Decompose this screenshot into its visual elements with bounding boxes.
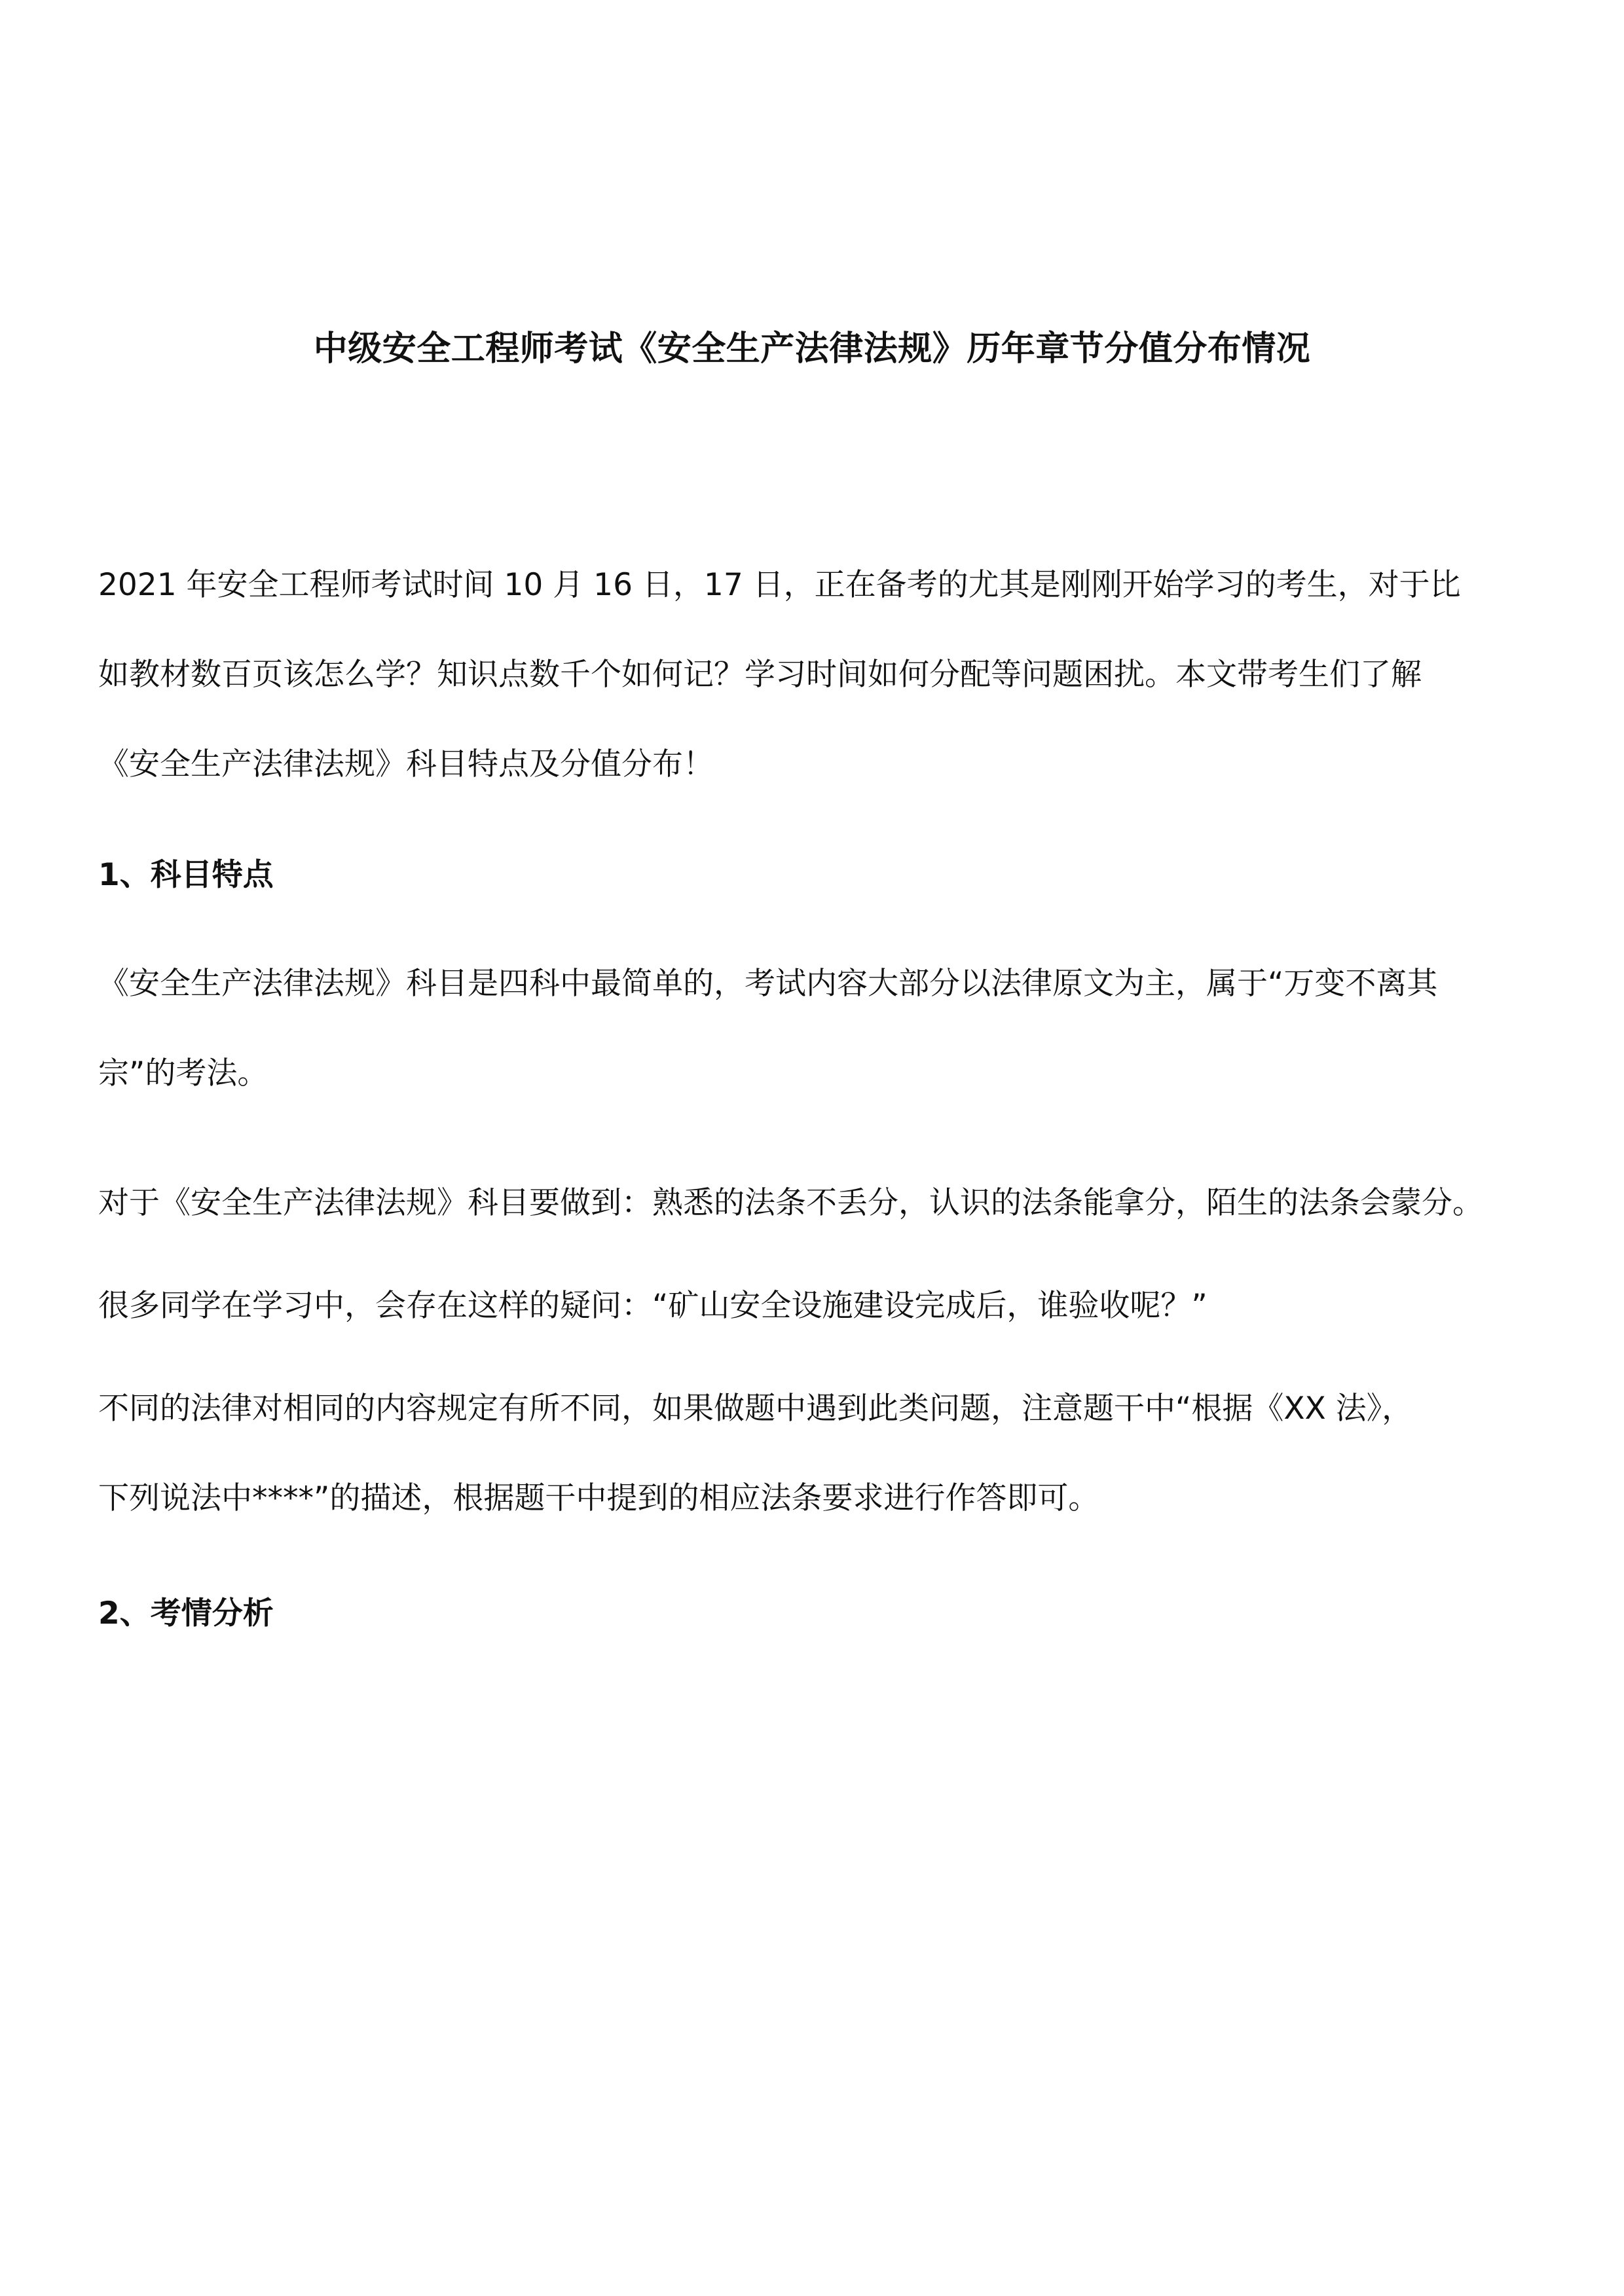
intro-paragraph [98,540,1539,809]
subject-features-paragraph [98,939,1539,1118]
section-heading-exam-analysis: 2、考情分析 [98,1595,274,1631]
intro-line: 《安全生产法律法规》科目特点及分值分布！ [98,746,714,782]
intro-line: 如教材数百页该怎么学？知识点数千个如何记？学习时间如何分配等问题困扰。本文带考生们了解 [98,657,1422,693]
answer-tip-paragraph [98,1364,1539,1543]
paragraph-line: 很多同学在学习中，会存在这样的疑问：“矿山安全设施建设完成后，谁验收呢？” [98,1288,1208,1324]
question-paragraph [98,1261,1539,1351]
paragraph-line: 宗”的考法。 [98,1055,268,1091]
page-title: 中级安全工程师考试《安全生产法律法规》历年章节分值分布情况 [313,329,1311,369]
intro-line: 2021 年安全工程师考试时间 10 月 16 日，17 日，正在备考的尤其是刚刚开始学习的考生，对于比 [98,567,1461,603]
requirements-paragraph [98,1158,1539,1248]
paragraph-line: 《安全生产法律法规》科目是四科中最简单的，考试内容大部分以法律原文为主，属于“万变不离其 [98,966,1438,1002]
paragraph-line: 下列说法中****”的描述，根据题干中提到的相应法条要求进行作答即可。 [98,1480,1099,1516]
paragraph-line: 对于《安全生产法律法规》科目要做到：熟悉的法条不丢分，认识的法条能拿分，陌生的法条会蒙分。 [98,1185,1483,1221]
section-heading-subject-features: 1、科目特点 [98,857,274,893]
paragraph-line: 不同的法律对相同的内容规定有所不同，如果做题中遇到此类问题，注意题干中“根据《XX 法》， [98,1391,1413,1427]
